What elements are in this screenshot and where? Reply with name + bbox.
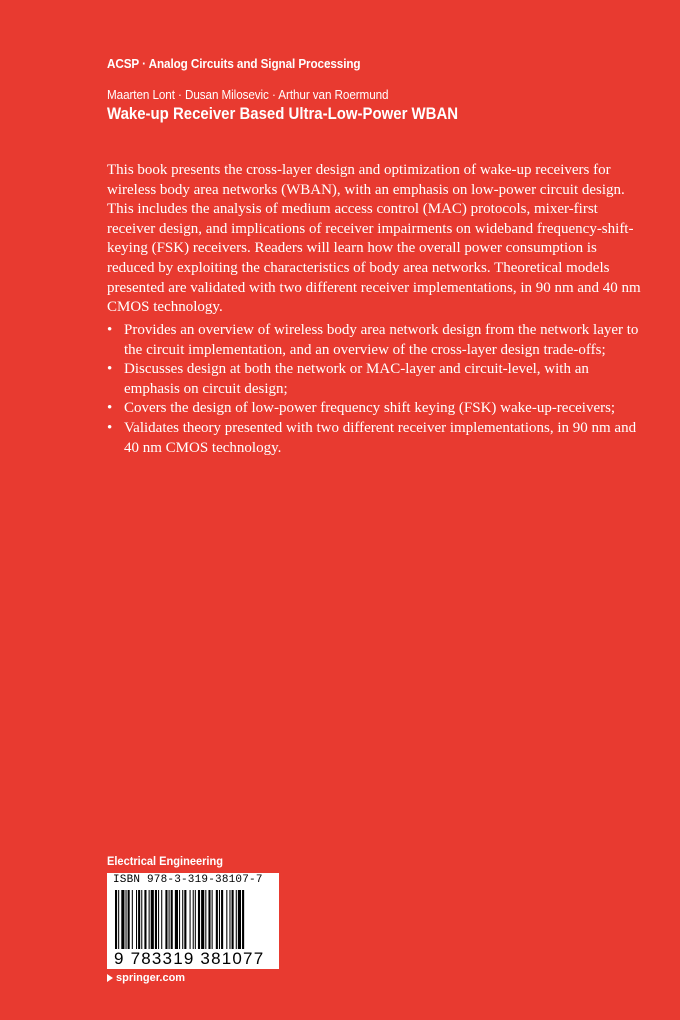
isbn-label: ISBN 978-3-319-38107-7 [113, 874, 263, 886]
feature-item [107, 419, 642, 458]
barcode-bars-icon [111, 890, 275, 956]
book-title: Wake-up Receiver Based Ultra-Low-Power WBAN [107, 104, 459, 123]
feature-text: Provides an overview of wireless body area network design from the network layer to the circuit implementation, and an overview of the cross-layer design trade-offs; [124, 322, 639, 358]
feature-text: Covers the design of low-power frequency shift keying (FSK) wake-up-receivers; [124, 400, 616, 417]
feature-item [107, 321, 642, 360]
subject-category: Electrical Engineering [107, 854, 223, 868]
bullet-icon: • [107, 400, 113, 417]
bullet-icon: • [107, 322, 113, 338]
book-description: This book presents the cross-layer design and optimization of wake-up receivers for wireless body area networks (WBAN), with an emphasis on low-power circuit design. This includes the analysis of medium access control (MAC) protocols, mixer-first receiver design, and implications of receiver impairments on wideband frequency-shift-keying (FSK) receivers. Readers will learn how the overall power consumption is reduced by exploiting the characteristics of body area networks. Theoretical models presented are validated with two different receiver implementations, in 90 nm and 40 nm CMOS technology. [107, 162, 641, 316]
series-name: ACSP · Analog Circuits and Signal Processing [107, 56, 361, 71]
arrow-right-icon [107, 974, 113, 982]
publisher-url: springer.com [116, 972, 186, 984]
isbn-barcode [107, 873, 279, 969]
feature-item [107, 399, 642, 419]
feature-list [107, 321, 642, 458]
bullet-icon: • [107, 419, 113, 436]
bullet-icon: • [107, 361, 113, 378]
barcode-digits: 9 783319 381077 [114, 949, 265, 968]
feature-text: Discusses design at both the network or MAC-layer and circuit-level, with an emphasis on circuit design; [124, 361, 589, 397]
feature-item [107, 360, 642, 399]
feature-text: Validates theory presented with two different receiver implementations, in 90 nm and 40 nm CMOS technology. [124, 419, 637, 456]
authors: Maarten Lont · Dusan Milosevic · Arthur van Roermund [107, 87, 389, 102]
publisher-link[interactable] [107, 972, 185, 984]
